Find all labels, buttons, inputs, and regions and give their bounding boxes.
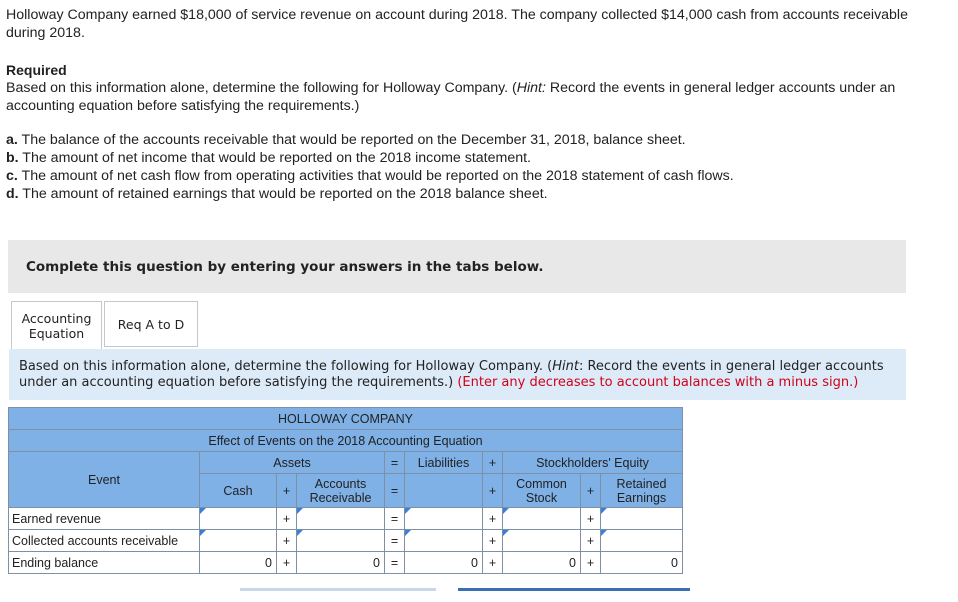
plus-sign: + (581, 530, 601, 552)
event-earned-revenue: Earned revenue (9, 508, 200, 530)
plus-sign: + (483, 552, 503, 574)
ending-retained-earnings: 0 (601, 552, 683, 574)
table-subtitle: Effect of Events on the 2018 Accounting Equation (9, 430, 683, 452)
flag-icon (503, 508, 509, 514)
requirement-b: b. The amount of net income that would be reported on the 2018 income statement. (6, 150, 531, 166)
cs-input[interactable] (503, 530, 581, 552)
plus-sign: + (277, 508, 297, 530)
required-body-end: Record the events in general ledger accounts under an accounting equation before satisfying the requirements.) (6, 80, 896, 114)
ending-cash: 0 (200, 552, 277, 574)
flag-icon (297, 530, 303, 536)
flag-icon (200, 508, 206, 514)
accounting-equation-table (8, 407, 683, 574)
table-row-ending (9, 552, 683, 574)
plus-sign: + (581, 552, 601, 574)
plus-sign: + (581, 508, 601, 530)
requirement-d: d. The amount of retained earnings that would be reported on the 2018 balance sheet. (6, 186, 548, 202)
cs-header: Common Stock (503, 474, 581, 508)
flag-icon (601, 508, 607, 514)
required-title: Required (6, 62, 67, 78)
cs-field[interactable] (503, 508, 580, 529)
ar-input[interactable] (297, 530, 385, 552)
equity-header: Stockholders' Equity (503, 452, 683, 474)
table-row (9, 508, 683, 530)
instructions-banner: Complete this question by entering your answers in the tabs below. (8, 240, 906, 293)
minus-sign-note: (Enter any decreases to account balances with a minus sign.) (457, 375, 859, 390)
cash-header: Cash (200, 474, 277, 508)
flag-icon (503, 530, 509, 536)
equals-sign: = (385, 552, 405, 574)
table-row (9, 530, 683, 552)
plus-sign: + (483, 474, 503, 508)
equals-sign: = (385, 530, 405, 552)
plus-sign: + (277, 552, 297, 574)
cash-input[interactable] (200, 508, 277, 530)
cs-field[interactable] (503, 530, 580, 551)
liabilities-input[interactable] (405, 530, 483, 552)
problem-intro: Holloway Company earned $18,000 of service revenue on account during 2018. The company collected $14,000 cash from accounts receivable during 2018. (6, 7, 908, 41)
tab-accounting-equation[interactable]: Accounting Equation (11, 301, 102, 349)
ar-header: Accounts Receivable (297, 474, 385, 508)
liabilities-input[interactable] (405, 508, 483, 530)
plus-sign: + (483, 452, 503, 474)
liabilities-subheader (405, 474, 483, 508)
cash-field[interactable] (200, 530, 276, 551)
nav-button-right[interactable] (458, 588, 690, 591)
ar-input[interactable] (297, 508, 385, 530)
plus-sign: + (277, 474, 297, 508)
flag-icon (200, 530, 206, 536)
tab-instructions: Based on this information alone, determine the following for Holloway Company. (Hint: Record the events in general ledger accounts under an accounting equation before satisfying the requirements.) (Enter any decreases to account balances with a minus sign.) (9, 349, 906, 400)
required-body-start: Based on this information alone, determine the following for Holloway Company. ( (6, 80, 517, 96)
plus-sign: + (483, 508, 503, 530)
ar-field[interactable] (297, 508, 384, 529)
tab-req-a-to-d[interactable]: Req A to D (104, 301, 198, 347)
requirements-list (6, 131, 734, 203)
cs-input[interactable] (503, 508, 581, 530)
requirement-a: a. The balance of the accounts receivable that would be reported on the December 31, 2018, balance sheet. (6, 132, 686, 148)
liabilities-field[interactable] (405, 508, 482, 529)
company-name: HOLLOWAY COMPANY (9, 408, 683, 430)
flag-icon (601, 530, 607, 536)
nav-button-left[interactable] (240, 588, 436, 591)
liabilities-header: Liabilities (405, 452, 483, 474)
ar-field[interactable] (297, 530, 384, 551)
event-header: Event (9, 452, 200, 508)
flag-icon (405, 508, 411, 514)
re-field[interactable] (601, 530, 682, 551)
instr-hint-label: Hint (552, 359, 579, 374)
plus-sign: + (277, 530, 297, 552)
event-collected-ar: Collected accounts receivable (9, 530, 200, 552)
assets-header: Assets (200, 452, 385, 474)
equals-sign: = (385, 508, 405, 530)
ending-ar: 0 (297, 552, 385, 574)
ending-common-stock: 0 (503, 552, 581, 574)
re-header: Retained Earnings (601, 474, 683, 508)
hint-label: Hint: (516, 80, 546, 96)
liabilities-field[interactable] (405, 530, 482, 551)
ending-liabilities: 0 (405, 552, 483, 574)
re-field[interactable] (601, 508, 682, 529)
cash-field[interactable] (200, 508, 276, 529)
flag-icon (405, 530, 411, 536)
event-ending-balance: Ending balance (9, 552, 200, 574)
required-body (6, 79, 946, 115)
re-input[interactable] (601, 530, 683, 552)
equals-sign: = (385, 452, 405, 474)
plus-sign: + (581, 474, 601, 508)
equals-sign: = (385, 474, 405, 508)
cash-input[interactable] (200, 530, 277, 552)
flag-icon (297, 508, 303, 514)
requirement-c: c. The amount of net cash flow from operating activities that would be reported on the 2018 statement of cash flows. (6, 168, 734, 184)
plus-sign: + (483, 530, 503, 552)
re-input[interactable] (601, 508, 683, 530)
